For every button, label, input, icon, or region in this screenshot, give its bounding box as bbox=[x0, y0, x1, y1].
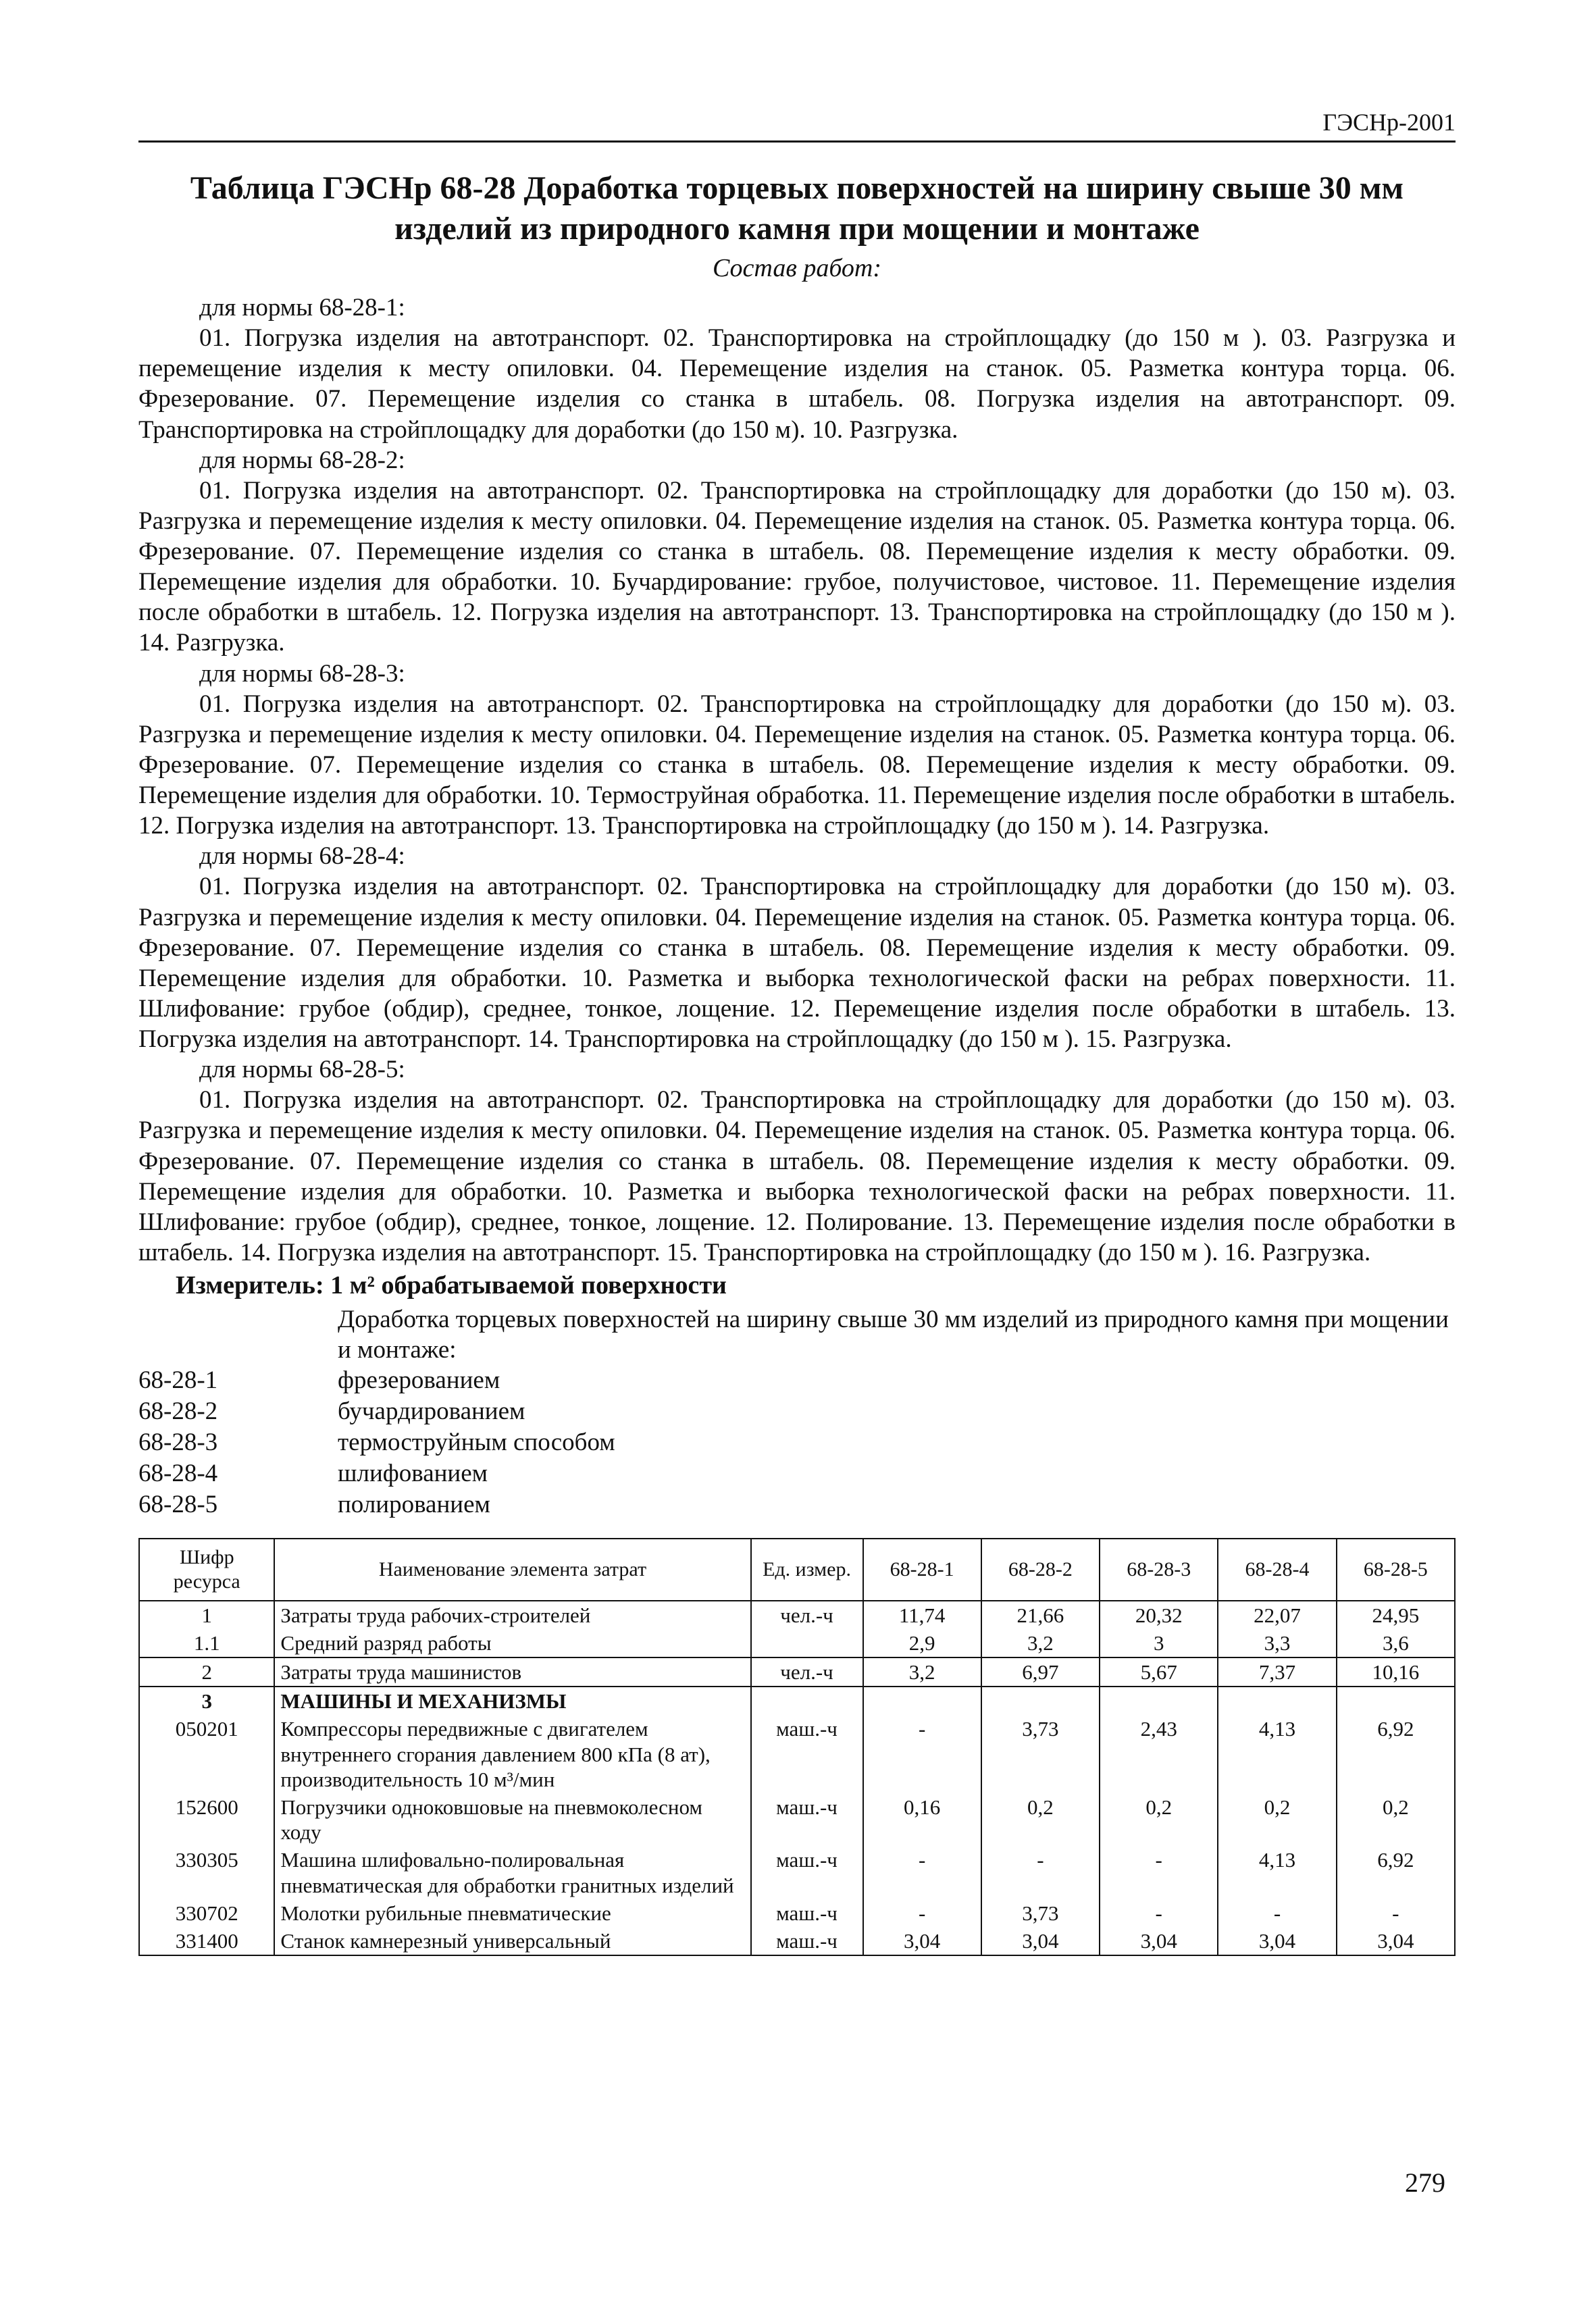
norm-value: 4,13 bbox=[1218, 1846, 1336, 1899]
resource-name: Затраты труда машинистов bbox=[274, 1657, 750, 1687]
norm-value: 6,92 bbox=[1337, 1846, 1455, 1899]
norm-codes-list bbox=[138, 1365, 1456, 1520]
table-row bbox=[139, 1601, 1455, 1629]
norm-value: 4,13 bbox=[1218, 1715, 1336, 1793]
norm-value: - bbox=[981, 1846, 1100, 1899]
norm-value: 3,3 bbox=[1218, 1629, 1336, 1657]
norm-value: 3,04 bbox=[1100, 1927, 1218, 1955]
col-header-name: Наименование элемента затрат bbox=[274, 1539, 750, 1601]
col-header-norm: 68-28-4 bbox=[1218, 1539, 1336, 1601]
norm-code-row bbox=[138, 1365, 1456, 1396]
col-header-norm: 68-28-5 bbox=[1337, 1539, 1455, 1601]
norm-value: 3,6 bbox=[1337, 1629, 1455, 1657]
resource-name: Молотки рубильные пневматические bbox=[274, 1899, 750, 1927]
resource-unit: маш.-ч bbox=[751, 1793, 863, 1846]
resource-name: Средний разряд работы bbox=[274, 1629, 750, 1657]
norm-value: 0,2 bbox=[1218, 1793, 1336, 1846]
norm-code-row bbox=[138, 1396, 1456, 1427]
resource-name: Станок камнерезный универсальный bbox=[274, 1927, 750, 1955]
resource-code: 330305 bbox=[139, 1846, 274, 1899]
norm-label: для нормы 68-28-5: bbox=[199, 1056, 405, 1084]
work-description: 01. Погрузка изделия на автотранспорт. 02. Транспортировка на стройплощадку для доработки (до 150 м). 03. Разгрузка и перемещение изделия к месту опиловки. 04. Перемещение изделия на станок. 05. Разметка контура торца. 06. Фрезерование. 07. Перемещение изделия со станка в штабель. 08. Перемещение изделия к месту обработки. 09. Перемещение изделия для обработки. 10. Термоструйная обработка. 11. Перемещение изделия после обработки в штабель. 12. Погрузка изделия на автотранспорт. 13. Транспортировка на стройплощадку (до 150 м ). 14. Разгрузка. bbox=[138, 690, 1456, 840]
norm-label: для нормы 68-28-4: bbox=[199, 842, 405, 871]
table-row bbox=[139, 1846, 1455, 1899]
measure-unit: Измеритель: 1 м² обрабатываемой поверхности bbox=[176, 1271, 727, 1300]
norm-method: бучардированием bbox=[338, 1397, 525, 1426]
norm-code: 68-28-3 bbox=[138, 1429, 218, 1456]
norm-value: 10,16 bbox=[1337, 1657, 1455, 1687]
norm-value: 21,66 bbox=[981, 1601, 1100, 1629]
norm-value: - bbox=[1337, 1899, 1455, 1927]
norm-method: шлифованием bbox=[338, 1459, 488, 1487]
norm-value: 3,2 bbox=[863, 1657, 981, 1687]
norm-value: 3,73 bbox=[981, 1899, 1100, 1927]
norm-value: 6,92 bbox=[1337, 1715, 1455, 1793]
norm-code: 68-28-2 bbox=[138, 1397, 218, 1426]
norm-value: 11,74 bbox=[863, 1601, 981, 1629]
table-row bbox=[139, 1899, 1455, 1927]
norm-method: фрезерованием bbox=[338, 1366, 500, 1395]
work-description: 01. Погрузка изделия на автотранспорт. 02. Транспортировка на стройплощадку (до 150 м ). 03. Разгрузка и перемещение изделия к месту опиловки. 04. Перемещение изделия на станок. 05. Разметка контура торца. 06. Фрезерование. 07. Перемещение изделия со станка в штабель. 08. Погрузка изделия на автотранспорт. 09. Транспортировка на стройплощадку для доработки (до 150 м). 10. Разгрузка. bbox=[138, 324, 1456, 444]
norm-value: 3 bbox=[1100, 1629, 1218, 1657]
resource-unit bbox=[751, 1629, 863, 1657]
resource-code: 2 bbox=[139, 1657, 274, 1687]
col-header-norm: 68-28-3 bbox=[1100, 1539, 1218, 1601]
table-row bbox=[139, 1927, 1455, 1955]
norm-method: полированием bbox=[338, 1490, 490, 1518]
norm-value: 0,16 bbox=[863, 1793, 981, 1846]
norm-value: - bbox=[1100, 1846, 1218, 1899]
labor-section bbox=[139, 1601, 1455, 1657]
norm-label: для нормы 68-28-3: bbox=[199, 659, 405, 688]
resource-unit: чел.-ч bbox=[751, 1657, 863, 1687]
work-description: 01. Погрузка изделия на автотранспорт. 02. Транспортировка на стройплощадку для доработки (до 150 м). 03. Разгрузка и перемещение изделия к месту опиловки. 04. Перемещение изделия на станок. 05. Разметка контура торца. 06. Фрезерование. 07. Перемещение изделия со станка в штабель. 08. Перемещение изделия к месту обработки. 09. Перемещение изделия для обработки. 10. Бучардирование: грубое, получистовое, чистовое. 11. Перемещение изделия после обработки в штабель. 12. Погрузка изделия на автотранспорт. 13. Транспортировка на стройплощадку (до 150 м ). 14. Разгрузка. bbox=[138, 476, 1456, 657]
resource-code: 331400 bbox=[139, 1927, 274, 1955]
page-number: 279 bbox=[1405, 2167, 1445, 2198]
norm-value: - bbox=[1218, 1899, 1336, 1927]
norm-value: 3,2 bbox=[981, 1629, 1100, 1657]
table-row bbox=[139, 1629, 1455, 1657]
norm-value: 2,9 bbox=[863, 1629, 981, 1657]
work-description: 01. Погрузка изделия на автотранспорт. 02. Транспортировка на стройплощадку для доработки (до 150 м). 03. Разгрузка и перемещение изделия к месту опиловки. 04. Перемещение изделия на станок. 05. Разметка контура торца. 06. Фрезерование. 07. Перемещение изделия со станка в штабель. 08. Перемещение изделия к месту обработки. 09. Перемещение изделия для обработки. 10. Разметка и выборка технологической фаски на ребрах поверхности. 11. Шлифование: грубое (обдир), среднее, тонкое, лощение. 12. Перемещение изделия после обработки в штабель. 13. Погрузка изделия на автотранспорт. 14. Транспортировка на стройплощадку (до 150 м ). 15. Разгрузка. bbox=[138, 873, 1456, 1053]
resource-code: 330702 bbox=[139, 1899, 274, 1927]
norm-value: 20,32 bbox=[1100, 1601, 1218, 1629]
norm-value: 3,04 bbox=[863, 1927, 981, 1955]
norm-value: - bbox=[863, 1899, 981, 1927]
resource-code: 152600 bbox=[139, 1793, 274, 1846]
document-page bbox=[138, 108, 1456, 1956]
resource-name: Машина шлифовально-полировальная пневматическая для обработки гранитных изделий bbox=[274, 1846, 750, 1899]
norm-code-row bbox=[138, 1489, 1456, 1520]
resource-code: 050201 bbox=[139, 1715, 274, 1793]
norm-value: 3,73 bbox=[981, 1715, 1100, 1793]
norm-method: термоструйным способом bbox=[338, 1429, 615, 1456]
work-composition bbox=[138, 292, 1456, 1268]
norm-code: 68-28-4 bbox=[138, 1459, 218, 1487]
col-header-unit: Ед. измер. bbox=[751, 1539, 863, 1601]
norm-value: 0,2 bbox=[1337, 1793, 1455, 1846]
resource-unit: маш.-ч bbox=[751, 1927, 863, 1955]
resource-name: Компрессоры передвижные с двигателем внутреннего сгорания давлением 800 кПа (8 ат), производительность 10 м³/мин bbox=[274, 1715, 750, 1793]
norm-value: 6,97 bbox=[981, 1657, 1100, 1687]
norm-value: 2,43 bbox=[1100, 1715, 1218, 1793]
work-description: 01. Погрузка изделия на автотранспорт. 02. Транспортировка на стройплощадку для доработки (до 150 м). 03. Разгрузка и перемещение изделия к месту опиловки. 04. Перемещение изделия на станок. 05. Разметка контура торца. 06. Фрезерование. 07. Перемещение изделия со станка в штабель. 08. Перемещение изделия к месту обработки. 09. Перемещение изделия для обработки. 10. Разметка и выборка технологической фаски на ребрах поверхности. 11. Шлифование: грубое (обдир), среднее, тонкое, лощение. 12. Полирование. 13. Перемещение изделия после обработки в штабель. 14. Погрузка изделия на автотранспорт. 15. Транспортировка на стройплощадку (до 150 м ). 16. Разгрузка. bbox=[138, 1086, 1456, 1266]
col-header-norm: 68-28-2 bbox=[981, 1539, 1100, 1601]
section-title: МАШИНЫ И МЕХАНИЗМЫ bbox=[274, 1687, 750, 1715]
resource-unit: маш.-ч bbox=[751, 1846, 863, 1899]
norm-value: 22,07 bbox=[1218, 1601, 1336, 1629]
section-code: 3 bbox=[139, 1687, 274, 1715]
table-header-row bbox=[139, 1539, 1455, 1601]
operators-section bbox=[139, 1657, 1455, 1687]
table-row bbox=[139, 1687, 1455, 1715]
table-row bbox=[139, 1715, 1455, 1793]
resource-unit: маш.-ч bbox=[751, 1899, 863, 1927]
norm-value: 5,67 bbox=[1100, 1657, 1218, 1687]
norm-value: 0,2 bbox=[1100, 1793, 1218, 1846]
work-composition-heading: Состав работ: bbox=[712, 254, 882, 282]
norm-group-description: Доработка торцевых поверхностей на ширину свыше 30 мм изделий из природного камня при мощении и монтаже: bbox=[338, 1306, 1449, 1364]
norm-value: 3,04 bbox=[981, 1927, 1100, 1955]
page-title: Таблица ГЭСНр 68-28 Доработка торцевых поверхностей на ширину свыше 30 мм изделий из природного камня при мощении и монтаже bbox=[190, 170, 1404, 247]
table-row bbox=[139, 1793, 1455, 1846]
running-header: ГЭСНр-2001 bbox=[138, 108, 1456, 143]
col-header-code: Шифр ресурса bbox=[139, 1539, 274, 1601]
norm-code-row bbox=[138, 1458, 1456, 1489]
resource-unit: чел.-ч bbox=[751, 1601, 863, 1629]
resource-code: 1.1 bbox=[139, 1629, 274, 1657]
resource-unit: маш.-ч bbox=[751, 1715, 863, 1793]
machines-section bbox=[139, 1687, 1455, 1955]
norm-value: 7,37 bbox=[1218, 1657, 1336, 1687]
norm-code-row bbox=[138, 1427, 1456, 1458]
norm-code: 68-28-5 bbox=[138, 1490, 218, 1518]
norm-value: - bbox=[1100, 1899, 1218, 1927]
norm-label: для нормы 68-28-1: bbox=[199, 294, 405, 322]
col-header-norm: 68-28-1 bbox=[863, 1539, 981, 1601]
norm-value: 24,95 bbox=[1337, 1601, 1455, 1629]
norm-value: - bbox=[863, 1846, 981, 1899]
norm-label: для нормы 68-28-2: bbox=[199, 446, 405, 474]
norm-code: 68-28-1 bbox=[138, 1366, 218, 1395]
norm-value: - bbox=[863, 1715, 981, 1793]
resource-name: Затраты труда рабочих-строителей bbox=[274, 1601, 750, 1629]
norm-value: 3,04 bbox=[1337, 1927, 1455, 1955]
norm-value: 0,2 bbox=[981, 1793, 1100, 1846]
resource-name: Погрузчики одноковшовые на пневмоколесном ходу bbox=[274, 1793, 750, 1846]
resource-code: 1 bbox=[139, 1601, 274, 1629]
cost-table bbox=[138, 1538, 1456, 1956]
norm-value: 3,04 bbox=[1218, 1927, 1336, 1955]
table-row bbox=[139, 1657, 1455, 1687]
